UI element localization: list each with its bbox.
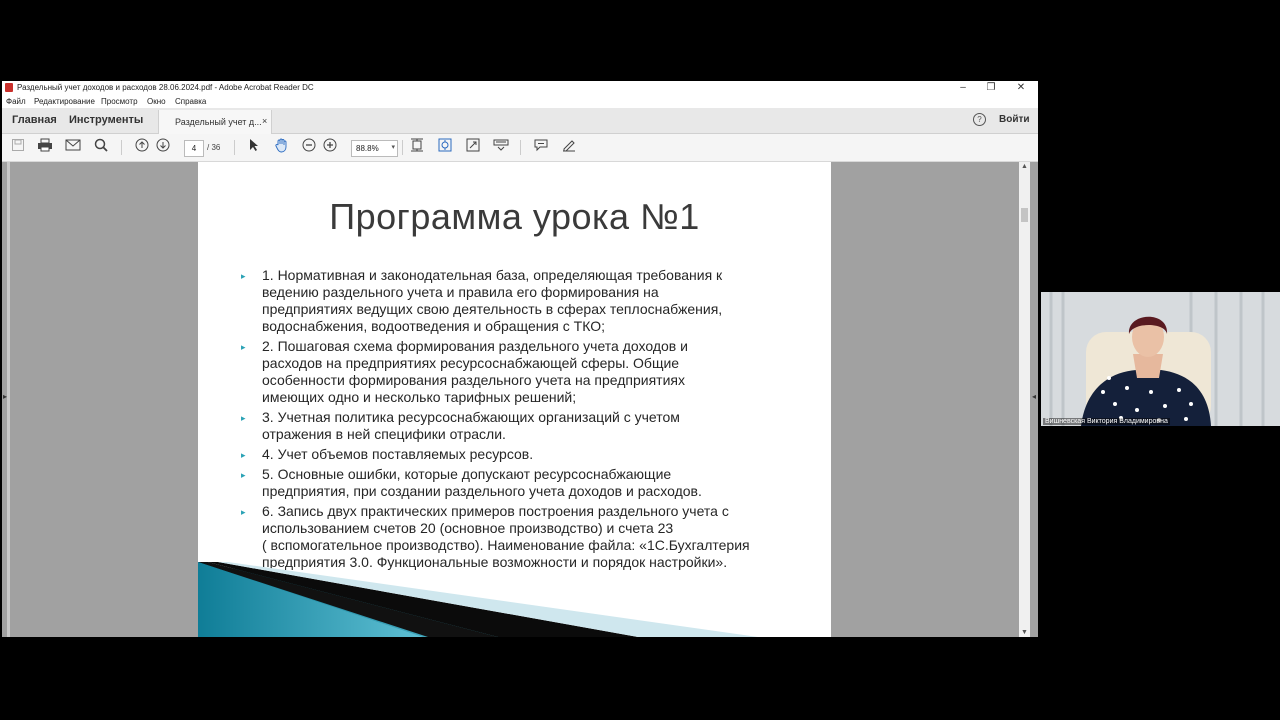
webcam-video xyxy=(1041,292,1280,426)
zoom-value: 88.8% xyxy=(356,144,379,153)
list-item-text: 3. Учетная политика ресурсоснабжающих организаций с учетом отражения в ней специфики отрасли. xyxy=(262,409,680,442)
search-icon[interactable] xyxy=(92,138,110,156)
close-button[interactable]: ✕ xyxy=(1016,82,1026,93)
list-item xyxy=(238,338,798,406)
bullet-icon: ▸ xyxy=(241,450,246,460)
toolbar-separator xyxy=(520,140,521,155)
participant-name: Вишневская Виктория Владимировна xyxy=(1045,418,1168,425)
list-item-text: 5. Основные ошибки, которые допускают ресурсоснабжающие предприятия, при создании раздельного учета доходов и расходов. xyxy=(262,466,702,499)
bullet-icon: ▸ xyxy=(241,470,246,480)
list-item-text: 4. Учет объемов поставляемых ресурсов. xyxy=(262,446,534,462)
maximize-button[interactable]: ❐ xyxy=(986,82,996,93)
bullet-icon: ▸ xyxy=(241,271,246,281)
window-title: Раздельный учет доходов и расходов 28.06.2024.pdf - Adobe Acrobat Reader DC xyxy=(17,83,314,92)
read-mode-icon[interactable] xyxy=(492,138,510,156)
tab-document[interactable] xyxy=(158,110,272,134)
slide-decoration xyxy=(198,562,831,637)
pdf-page xyxy=(198,162,831,637)
menu-window[interactable]: Окно xyxy=(147,97,166,106)
list-item-text: 6. Запись двух практических примеров построения раздельного учета с использованием счетов 20 (основное производство) и счета 23 ( вспомогательное производство). Наименование файла: «1С.Бухгалтерия предприятия 3.0. Функциональные возможности и порядок настройки». xyxy=(262,503,750,570)
zoom-in-icon[interactable] xyxy=(321,138,339,156)
slide-title: Программа урока №1 xyxy=(329,196,700,237)
fullscreen-icon[interactable] xyxy=(464,138,482,156)
login-button[interactable]: Войти xyxy=(999,114,1030,125)
scroll-up-icon[interactable]: ▲ xyxy=(1021,163,1028,170)
menu-view[interactable]: Просмотр xyxy=(101,97,138,106)
email-icon[interactable] xyxy=(64,138,82,156)
bullet-icon: ▸ xyxy=(241,507,246,517)
page-total: / 36 xyxy=(207,143,221,152)
menu-bar xyxy=(2,95,1038,108)
menu-edit[interactable]: Редактирование xyxy=(34,97,95,106)
fit-page-icon[interactable] xyxy=(408,138,426,156)
tab-home[interactable]: Главная xyxy=(12,114,57,126)
tab-bar xyxy=(2,108,1038,134)
title-bar xyxy=(2,81,1038,95)
toolbar-separator xyxy=(121,140,122,155)
document-viewer[interactable] xyxy=(2,162,1038,637)
list-item xyxy=(238,446,798,463)
chevron-down-icon: ▾ xyxy=(391,144,395,151)
page-down-icon[interactable] xyxy=(154,138,172,156)
toolbar xyxy=(2,134,1038,162)
left-panel-edge xyxy=(7,162,10,637)
acrobat-app-icon xyxy=(5,83,13,92)
select-arrow-icon[interactable] xyxy=(245,138,263,156)
scroll-thumb[interactable] xyxy=(1021,208,1028,222)
document-tab-label: Раздельный учет д... xyxy=(175,117,262,127)
slide-bullet-list xyxy=(238,267,798,574)
help-icon[interactable]: ? xyxy=(973,113,986,126)
sign-icon[interactable] xyxy=(560,138,578,156)
list-item xyxy=(238,503,798,571)
bullet-icon: ▸ xyxy=(241,413,246,423)
left-panel-toggle-icon[interactable]: ▸ xyxy=(3,392,8,401)
document-tab-close-icon[interactable]: × xyxy=(262,116,268,126)
zoom-select[interactable] xyxy=(351,140,398,157)
tab-tools[interactable]: Инструменты xyxy=(69,114,144,126)
menu-help[interactable]: Справка xyxy=(175,97,207,106)
page-number-input[interactable]: 4 xyxy=(184,140,204,157)
page-up-icon[interactable] xyxy=(133,138,151,156)
vertical-scrollbar[interactable] xyxy=(1019,162,1030,637)
acrobat-window xyxy=(2,81,1038,637)
hand-tool-icon[interactable] xyxy=(273,138,291,156)
print-icon[interactable] xyxy=(36,138,54,156)
save-icon[interactable] xyxy=(9,138,27,156)
menu-file[interactable]: Файл xyxy=(6,97,26,106)
list-item-text: 2. Пошаговая схема формирования раздельного учета доходов и расходов на предприятиях ресурсоснабжающей сферы. Общие особенности формирования раздельного учета на предприятиях имеющих одно и несколько тарифных решений; xyxy=(262,338,688,405)
participant-avatar xyxy=(1041,292,1280,426)
zoom-out-icon[interactable] xyxy=(300,138,318,156)
list-item xyxy=(238,409,798,443)
scroll-down-icon[interactable]: ▼ xyxy=(1021,629,1028,636)
scroll-mode-icon[interactable] xyxy=(436,138,454,156)
list-item xyxy=(238,466,798,500)
list-item-text: 1. Нормативная и законодательная база, определяющая требования к ведению раздельного учета и правила его формирования на предприятиях ведущих свою деятельность в сферах теплоснабжения, водоснабжения, водоотведения и обращения с ТКО; xyxy=(262,267,723,334)
toolbar-separator xyxy=(402,140,403,155)
comment-icon[interactable] xyxy=(532,138,550,156)
list-item xyxy=(238,267,798,335)
minimize-button[interactable]: – xyxy=(960,82,966,93)
bullet-icon: ▸ xyxy=(241,342,246,352)
toolbar-separator xyxy=(234,140,235,155)
right-panel-toggle-icon[interactable]: ◂ xyxy=(1032,392,1037,401)
